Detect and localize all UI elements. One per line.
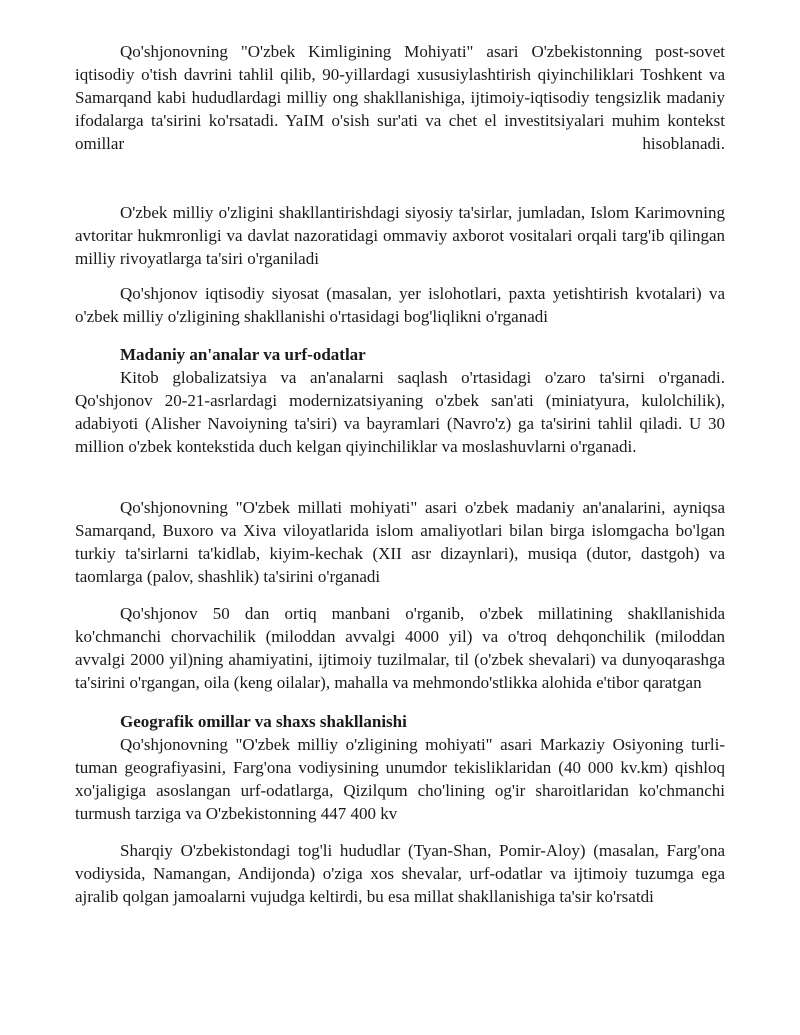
paragraph-mountain-regions: Sharqiy O'zbekistondagi tog'li hududlar (Tyan-Shan, Pomir-Aloy) (masalan, Farg'ona vodiysida, Namangan, Andijonda) o'ziga xos shevalar, urf-odatlar va ijtimoiy tuzumga ega ajralib qolgan jamoalarni vujudga keltirdi, bu esa millat shakllanishiga ta'sir ko'rsatdi [75, 841, 725, 906]
paragraph-nomadic-sedentary: Qo'shjonov 50 dan ortiq manbani o'rganib, o'zbek millatining shakllanishida ko'chmanchi chorvachilik (miloddan avvalgi 4000 yil) va o'troq dehqonchilik (miloddan avvalgi 2000 yil)ning ahamiyatini, ijtimoiy tuzilmalar, til (o'zbek shevalari) va dunyoqarashga ta'sirini o'rgangan, oila (keng oilalar), mahalla va mehmondo'stlikka alohida e'tibor qaratgan [75, 604, 725, 692]
paragraph-geography: Qo'shjonovning "O'zbek milliy o'zligining mohiyati" asari Markaziy Osiyoning turli-tuman geografiyasini, Farg'ona vodiysining unumdor tekisliklaridan (40 000 kv.km) qishloq xo'jaligiga asoslangan urf-odatlarga, Qizilqum cho'lining og'ir sharoitlaridan ko'chmanchi turmush tarziga va O'zbekistonning 447 400 kv [75, 735, 725, 823]
paragraph-political-influences: O'zbek milliy o'zligini shakllantirishdagi siyosiy ta'sirlar, jumladan, Islom Karimovning avtoritar hukmronligi va davlat nazoratidagi ommaviy axborot vositalari orqali targ'ib qilingan milliy rivoyatlarga ta'siri o'rganiladi [75, 203, 725, 268]
section-heading-geographic-factors: Geografik omillar va shaxs shakllanishi [120, 712, 407, 731]
paragraph-economic-policy: Qo'shjonov iqtisodiy siyosat (masalan, yer islohotlari, paxta yetishtirish kvotalari) va o'zbek milliy o'zligining shakllanishi o'rtasidagi bog'liqlikni o'rganadi [75, 284, 725, 326]
paragraph-globalization: Kitob globalizatsiya va an'analarni saqlash o'rtasidagi o'zaro ta'sirni o'rganadi. Qo'shjonov 20-21-asrlardagi modernizatsiyaning o'zbek san'ati (miniatyura, kulolchilik), adabiyoti (Alisher Navoiyning ta'siri) va bayramlari (Navro'z) ga ta'sirini tahlil qiladi. U 30 million o'zbek kontekstida duch kelgan qiyinchiliklar va moslashuvlarni o'rganadi. [75, 368, 725, 456]
document-page [75, 40, 725, 908]
paragraph-cultural-traditions: Qo'shjonovning "O'zbek millati mohiyati" asari o'zbek madaniy an'analarini, ayniqsa Samarqand, Buxoro va Xiva viloyatlarida islom amaliyotlari bilan birga islomgacha bo'lgan turkiy ta'sirlarni ta'kidlab, kiyim-kechak (XII asr dizaynlari), musiqa (dutor, dastgoh) va taomlarga (palov, shashlik) ta'sirini o'rganadi [75, 498, 725, 586]
paragraph-post-soviet-economy: Qo'shjonovning "O'zbek Kimligining Mohiyati" asari O'zbekistonning post-sovet iqtisodiy o'tish davrini tahlil qilib, 90-yillardagi xususiylashtirish qiyinchiliklari Toshkent va Samarqand kabi hududlardagi milliy ong shakllanishiga, ijtimoiy-iqtisodiy tengsizlik madaniy ifodalarga ta'sirini ko'rsatadi. YaIM o'sish sur'ati va chet el investitsiyalari muhim kontekst omillar hisoblanadi. [75, 42, 725, 153]
section-heading-cultural-traditions: Madaniy an'analar va urf-odatlar [120, 345, 366, 364]
